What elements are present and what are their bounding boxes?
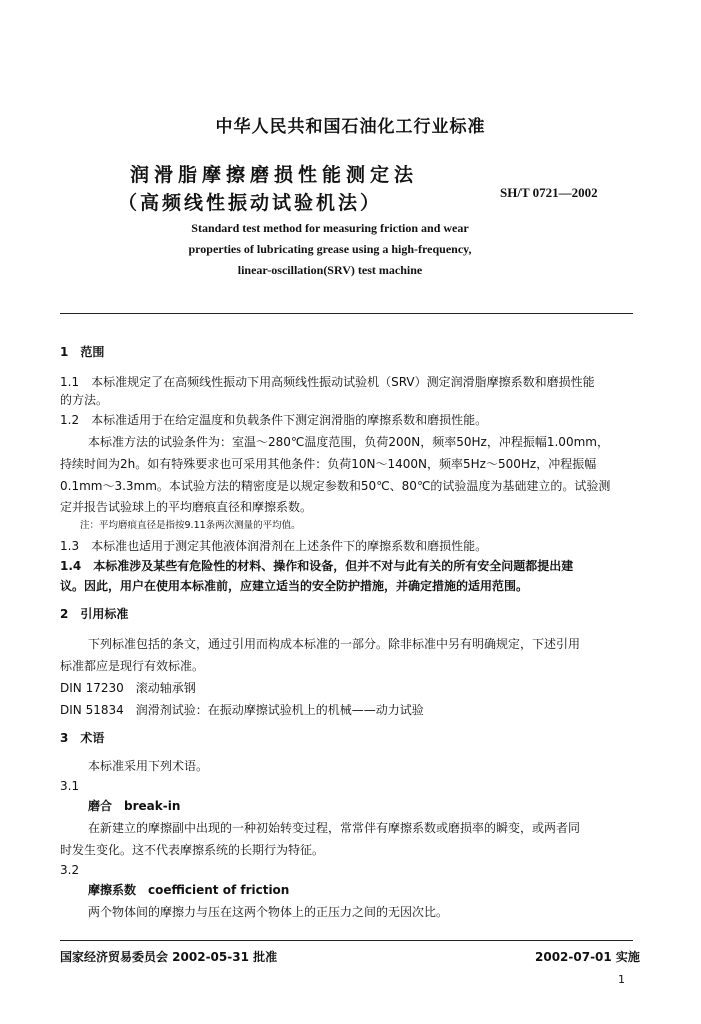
- section-3-heading: 3 术语: [60, 731, 105, 745]
- paragraph-test-conditions-2: 持续时间为2h。如有特殊要求也可采用其他条件：负荷10N～1400N，频率5Hz～500Hz，冲程振幅: [60, 457, 597, 471]
- title-english-line1: Standard test method for measuring friction and wear: [191, 221, 469, 235]
- clause-3-1: 3.1: [60, 779, 80, 793]
- paragraph-test-conditions-1: 本标准方法的试验条件为：室温～280℃温度范围，负荷200N，频率50Hz，冲程振幅1.00mm，: [88, 435, 609, 449]
- footer-divider: [60, 940, 633, 941]
- title-english-line2: properties of lubricating grease using a high-frequency,: [188, 242, 472, 256]
- term-break-in: 磨合 break-in: [88, 799, 181, 813]
- reference-din-17230: DIN 17230 滚动轴承钢: [60, 681, 196, 695]
- issuing-organization: 中华人民共和国石油化工行业标准: [215, 117, 486, 137]
- header-divider: [60, 313, 633, 314]
- definition-coefficient-of-friction: 两个物体间的摩擦力与压在这两个物体上的正压力之间的无因次比。: [88, 905, 449, 919]
- paragraph-test-conditions-3: 0.1mm～3.3mm。本试验方法的精密度是以规定参数和50℃、80℃的试验温度为基础建立的。试验测: [60, 479, 611, 493]
- approval-date: 国家经济贸易委员会 2002-05-31 批准: [60, 950, 278, 964]
- clause-1-2: 1.2 本标准适用于在给定温度和负载条件下测定润滑脂的摩擦系数和磨损性能。: [60, 413, 488, 427]
- section-1-heading: 1 范围: [60, 345, 105, 359]
- clause-1-3: 1.3 本标准也适用于测定其他液体润滑剂在上述条件下的摩擦系数和磨损性能。: [60, 539, 488, 553]
- section-2-heading: 2 引用标准: [60, 607, 129, 621]
- section-2-paragraph-1: 下列标准包括的条文，通过引用而构成本标准的一部分。除非标准中另有明确规定，下述引用: [88, 637, 581, 651]
- note: 注：平均磨痕直径是指按9.11条两次测量的平均值。: [80, 520, 301, 531]
- implementation-date: 2002-07-01 实施: [535, 950, 640, 964]
- title-english-line3: linear-oscillation(SRV) test machine: [237, 263, 423, 277]
- clause-1-4: 1.4 本标准涉及某些有危险性的材料、操作和设备，但并不对与此有关的所有安全问题都提出建: [60, 559, 574, 573]
- clause-1-1: 1.1 本标准规定了在高频线性振动下用高频线性振动试验机（SRV）测定润滑脂摩擦系数和磨损性能: [60, 375, 595, 389]
- title-chinese-line2: （高频线性振动试验机法）: [118, 192, 383, 214]
- clause-1-4-cont: 议。因此，用户在使用本标准前，应建立适当的安全防护措施，并确定措施的适用范围。: [60, 579, 529, 593]
- reference-din-51834: DIN 51834 润滑剂试验：在振动摩擦试验机上的机械——动力试验: [60, 703, 424, 717]
- page-number: 1: [618, 973, 625, 986]
- definition-break-in-2: 时发生变化。这不代表摩擦系统的长期行为特征。: [60, 843, 325, 857]
- clause-1-1-cont: 的方法。: [60, 393, 109, 407]
- definition-break-in-1: 在新建立的摩擦副中出现的一种初始转变过程，常常伴有摩擦系数或磨损率的瞬变，或两者同: [88, 821, 581, 835]
- section-3-intro: 本标准采用下列术语。: [88, 759, 209, 773]
- title-chinese-line1: 润滑脂摩擦磨损性能测定法: [130, 164, 419, 186]
- standard-number: SH/T 0721—2002: [500, 185, 598, 200]
- clause-3-2: 3.2: [60, 863, 80, 877]
- term-coefficient-of-friction: 摩擦系数 coefficient of friction: [88, 883, 290, 897]
- document-body: [60, 340, 635, 930]
- paragraph-test-conditions-4: 定并报告试验球上的平均磨痕直径和摩擦系数。: [60, 500, 313, 514]
- section-2-paragraph-2: 标准都应是现行有效标准。: [60, 659, 205, 673]
